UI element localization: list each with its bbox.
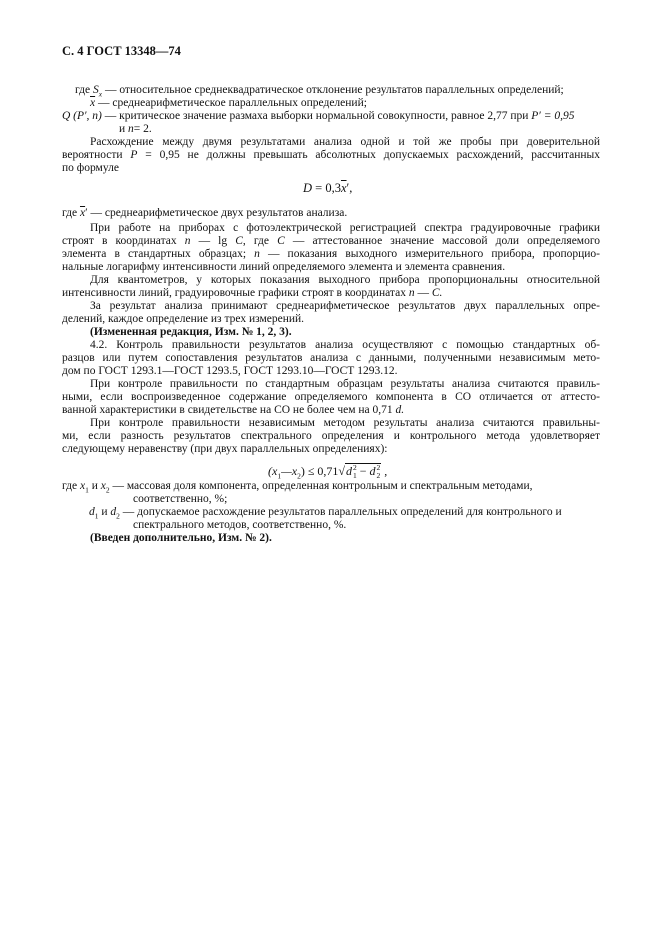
symbol-p: P [130,149,138,161]
amendment-note-2: (Введен дополнительно, Изм. № 2). [90,532,272,544]
sym-d2: d [110,506,117,518]
p2-b: — lg [198,235,228,247]
p2-a: строят в координатах [62,235,177,247]
f2-open: (x [268,463,278,478]
p2-l3n: n [254,248,260,260]
para7-line3: следующему неравенству (при двух параллельных определениях): [62,443,388,455]
symbol-q: Q (P′, n) [62,110,102,122]
formula-d-eq: = 0,3 [315,181,341,195]
p2-d: , где [242,235,270,247]
definition-xprime-text: ′ — среднеарифметическое двух результатов анализа. [85,207,348,219]
definition-q-value: = 2. [133,123,152,135]
f2-radicand [345,463,381,480]
para6-line1: При контроле правильности по стандартным образцам результаты анализа считаются правиль- [90,378,600,390]
p2-c2: C [277,235,285,247]
f2-d1-sup: 2 [353,463,357,472]
sym-x2-sub: 2 [105,485,110,495]
para7-line1: При контроле правильности независимым методом результаты анализа считаются правильны- [90,417,600,429]
para2-line4: нальные логарифму интенсивности линий определяемого элемента и элемента сравнения. [62,261,506,273]
where-word: где [75,84,91,96]
f2-d2-sub: 2 [376,471,381,480]
definition-q-p: P′ = 0,95 [531,110,575,122]
and-word: и [119,123,126,135]
definition-s [75,84,564,97]
para6-line2: ными, если воспроизведенное содержание определяемого компонента в СО отличается от аттесто- [62,391,600,403]
sym-x2: x [100,480,106,492]
formula-d-x: $\overline{x}$ [340,181,347,195]
formula-d-tail: ′, [346,181,353,195]
f2-lhs [268,463,305,481]
f2-mid: —x [281,463,298,478]
f2-d2-sup: 2 [376,463,381,472]
para4-line2: делений, каждое определение из трех измерений. [62,313,305,325]
definition-d1d2-text: — допускаемое расхождение результатов параллельных определений для контрольного и [122,506,562,518]
f2-d2-idx [377,464,381,480]
para5-line1: 4.2. Контроль правильности результатов анализа осуществляют с помощью стандартных об- [90,339,600,351]
symbol-s-sub: x [98,89,103,99]
definition-x1x2-cont: соответственно, %; [133,493,228,505]
definition-q-text: — критическое значение размаха выборки нормальной совокупности, равное 2,77 при [104,110,529,122]
definition-q [62,110,574,123]
f2-op: ≤ 0,71√ [307,463,345,478]
para3-line2 [62,287,442,300]
para3-line1: Для квантометров, у которых показания выходного прибора пропорциональны относительной [90,274,600,286]
symbol-n: n [128,123,134,135]
definition-x-text: — среднеарифметическое параллельных определений; [97,97,367,109]
and-word: и [101,506,108,518]
p3-a: интенсивности линий, градуировочные графики строят в координатах [62,287,406,299]
p6-a: ванной характеристики в свидетельстве на СО не более чем на 0,71 [62,404,393,416]
where-word: где [62,480,78,492]
para7-line2: ми, если разность результатов спектрального определения и контрольного метода удовлетворяет [62,430,600,442]
f2-s2: 2 [297,471,301,481]
p2-e: — аттестованное значение массовой доли определяемого [292,235,601,247]
p6-d: d. [395,404,405,416]
f2-d1: d [346,463,352,478]
f2-end: , [381,463,388,478]
p3-c: C. [431,287,443,299]
f2-close: ) [300,463,305,478]
p2-n: n [184,235,191,247]
definition-x1x2-text: — массовая доля компонента, определенная контрольным и спектральным методами, [112,480,533,492]
para1-line1: Расхождение между двумя результатами анализа одной и той же пробы при доверительной [90,136,600,148]
p3-b: — [417,287,429,299]
definition-q-cont [119,123,152,136]
definition-d1d2-cont: спектрального методов, соответственно, %. [133,519,347,531]
para6-line3 [62,404,404,417]
sym-d1: d [89,506,95,518]
definition-xprime [62,207,347,220]
para4-line1: За результат анализа принимают среднеарифметическое результатов двух параллельных опре- [90,300,600,312]
para1-line2 [62,149,600,162]
amendment-note-1: (Измененная редакция, Изм. № 1, 2, 3). [90,326,292,338]
para2-line1: При работе на приборах с фотоэлектрической регистрацией спектра градуировочные графики [90,222,600,234]
symbol-xprime: $\overline{x}$ [79,207,86,219]
formula-d [303,182,352,195]
symbol-s: S [92,84,99,96]
definition-x1x2 [62,480,533,493]
p2-l3a: элемента в стандартных образцах; [62,248,247,260]
definition-x [90,97,367,110]
para5-line2: разцов или путем сопоставления результатов анализа с данными, полученными независимым мето- [62,352,600,364]
para2-line3 [62,248,600,261]
f2-d2: d [369,463,376,478]
and-word: и [91,480,98,492]
para1-line3: по формуле [62,162,119,174]
sym-d1-sub: 1 [94,511,99,521]
p3-n: n [408,287,415,299]
para1-l2-pre: вероятности [62,149,123,161]
formula-inequality [268,463,387,480]
definition-s-text: — относительное среднеквадратическое отклонение результатов параллельных определений; [104,84,564,96]
f2-d1-sub: 1 [353,471,357,480]
sym-d2-sub: 2 [116,511,120,521]
sym-x1: x [79,480,86,492]
page-header: С. 4 ГОСТ 13348—74 [62,44,181,58]
para5-line3: дом по ГОСТ 1293.1—ГОСТ 1293.5, ГОСТ 1293.10—ГОСТ 1293.12. [62,365,398,377]
formula-d-lhs: D [303,181,313,195]
symbol-x: $\overline{x}$ [90,97,96,109]
para2-line2 [62,235,600,248]
where-word: где [62,207,78,219]
definition-d1d2 [89,506,562,519]
f2-minus: − [356,463,370,478]
sym-x1-sub: 1 [85,485,89,495]
p2-c: C [235,235,243,247]
p2-l3b: — показания выходного измерительного прибора, пропорцио- [267,248,601,260]
f2-s1: 1 [277,471,282,481]
para1-l2-post: = 0,95 не должны превышать абсолютных допускаемых расхождений, рассчитанных [145,149,601,161]
